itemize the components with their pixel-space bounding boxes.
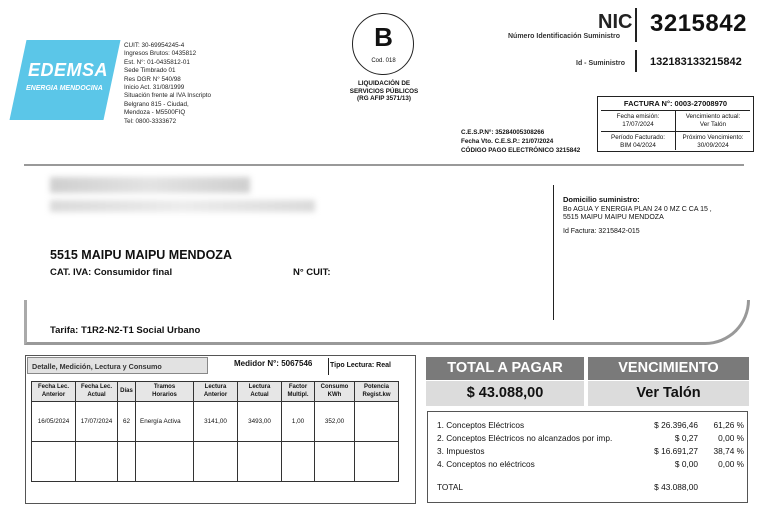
empty-cell	[32, 442, 76, 482]
issue-date-cell	[601, 113, 675, 128]
meter-number: Medidor N°: 5067546	[234, 359, 313, 368]
empty-cell	[194, 442, 238, 482]
col-header-curr-reading: Lectura Actual	[238, 382, 282, 402]
supply-address-label: Domicilio suministro:	[563, 195, 640, 204]
empty-cell	[118, 442, 136, 482]
concept-percent: 61,26 %	[713, 420, 744, 430]
current-due-value: Ver Talón	[699, 120, 727, 128]
due-date-header: VENCIMIENTO	[588, 357, 749, 380]
concept-name: 2. Conceptos Eléctricos no alcanzados por imp.	[437, 433, 613, 443]
detail-title: Detalle, Medición, Lectura y Consumo	[32, 362, 162, 371]
cesp-info	[461, 128, 580, 155]
invoice-number: FACTURA N°: 0003-27008970	[623, 99, 728, 108]
cell-prev-date: 16/05/2024	[32, 402, 76, 442]
table-row-empty	[32, 442, 399, 482]
customer-address-redacted	[50, 200, 315, 212]
nic-label: NIC	[598, 11, 633, 33]
empty-cell	[238, 442, 282, 482]
concept-name: 3. Impuestos	[437, 446, 485, 456]
col-header-prev-date: Fecha Lec. Anterior	[32, 382, 76, 402]
cesp-expiry: Fecha Vto. C.E.S.P.: 21/07/2024	[461, 138, 554, 145]
nic-sub-label: Número Identificación Suministro	[508, 33, 621, 40]
nic-number: 3215842	[650, 10, 747, 37]
col-header-power: Potencia Regist.kw	[355, 382, 399, 402]
detail-title-box	[27, 357, 208, 374]
customer-panel-curve-border	[24, 300, 750, 345]
cell-curr-date: 17/07/2024	[76, 402, 118, 442]
company-info	[124, 42, 211, 126]
total-to-pay-value: $ 43.088,00	[426, 381, 584, 406]
supply-address-line-2: 5515 MAIPU MAIPU MENDOZA	[563, 214, 664, 221]
billing-period-value: BIM 04/2024	[620, 141, 656, 149]
concepts-total-label: TOTAL	[437, 482, 463, 492]
col-header-tramos: Tramos Horarios	[136, 382, 194, 402]
table-row	[32, 402, 399, 442]
liq-line-1: LIQUIDACIÓN DE	[357, 80, 411, 87]
concept-name: 1. Conceptos Eléctricos	[437, 420, 525, 430]
concept-percent: 0,00 %	[718, 459, 744, 469]
liq-line-2: SERVICIOS PÚBLICOS	[349, 87, 419, 95]
supply-id-label: Id - Suministro	[576, 60, 625, 67]
company-est: Est. N°: 01-0435812-01	[124, 58, 190, 66]
billing-period-label: Período Facturado:	[611, 134, 665, 141]
cell-consumption: 352,00	[315, 402, 355, 442]
customer-panel-top-border	[24, 164, 744, 166]
reading-type-divider	[328, 358, 329, 375]
supply-id-divider	[635, 50, 637, 72]
customer-iva-category: CAT. IVA: Consumidor final	[50, 267, 173, 278]
customer-cuit-label: N° CUIT:	[293, 267, 331, 278]
invoice-type-letter: B	[374, 22, 393, 52]
customer-address: 5515 MAIPU MAIPU MENDOZA	[50, 248, 232, 262]
company-iva: Situación frente al IVA Inscripto	[124, 92, 212, 100]
electronic-payment-code: CÓDIGO PAGO ELECTRÓNICO 3215842	[461, 147, 581, 154]
concept-amount: $ 16.691,27	[654, 446, 698, 456]
supply-address	[563, 206, 712, 222]
cell-tramos: Energía Activa	[136, 402, 194, 442]
supply-divider	[553, 185, 554, 320]
billing-period-cell	[601, 134, 675, 149]
next-due-cell	[676, 134, 750, 149]
cesp-number: C.E.S.P.N°: 35284005308266	[461, 129, 545, 136]
empty-cell	[136, 442, 194, 482]
logo-brand: EDEMSA	[28, 60, 109, 80]
issue-date-label: Fecha emisión:	[616, 113, 660, 120]
supply-address-line-1: Bo AGUA Y ENERGIA PLAN 24 0 MZ C CA 15 ,	[563, 206, 712, 213]
customer-tariff: Tarifa: T1R2-N2-T1 Social Urbano	[50, 325, 201, 336]
total-to-pay-header: TOTAL A PAGAR	[426, 357, 584, 380]
cell-prev-reading: 3141,00	[194, 402, 238, 442]
reading-type: Tipo Lectura: Real	[330, 362, 391, 369]
logo-tagline: ENERGIA MENDOCINA	[26, 85, 103, 92]
next-due-label: Próximo Vencimiento:	[682, 134, 744, 141]
invoice-id: Id Factura: 3215842-015	[563, 228, 640, 235]
table-header-row	[32, 382, 399, 402]
concept-percent: 38,74 %	[713, 446, 744, 456]
company-res: Res DGR N° 540/98	[124, 75, 181, 83]
company-city: Mendoza - M5500FIQ	[124, 109, 186, 117]
col-header-days: Días	[118, 382, 136, 402]
nic-divider	[635, 8, 637, 42]
customer-name-redacted	[50, 177, 250, 193]
empty-cell	[315, 442, 355, 482]
company-sede: Sede Timbrado 01	[124, 67, 176, 75]
company-inicio: Inicio Act. 31/08/1999	[124, 84, 185, 92]
concepts-total-amount: $ 43.088,00	[654, 482, 698, 492]
col-header-consumption: Consumo KWh	[315, 382, 355, 402]
invoice-type-code: Cod. 018	[371, 58, 396, 64]
cell-curr-reading: 3493,00	[238, 402, 282, 442]
empty-cell	[282, 442, 315, 482]
cell-factor: 1,00	[282, 402, 315, 442]
company-phone: Tel: 0800-3333672	[124, 117, 177, 125]
col-header-curr-date: Fecha Lec. Actual	[76, 382, 118, 402]
company-address: Belgrano 815 - Ciudad,	[124, 100, 189, 108]
concept-amount: $ 26.396,46	[654, 420, 698, 430]
concept-amount: $ 0,27	[674, 433, 698, 443]
company-iibb: Ingresos Brutos: 0435812	[124, 50, 197, 58]
empty-cell	[355, 442, 399, 482]
readings-table	[31, 381, 399, 482]
supply-id-number: 132183133215842	[650, 56, 742, 68]
invoice-type-description	[342, 80, 426, 103]
company-cuit: CUIT: 30-69954245-4	[124, 42, 185, 49]
col-header-factor: Factor Multipl.	[282, 382, 315, 402]
cell-power	[355, 402, 399, 442]
liq-line-3: (RG AFIP 3571/13)	[357, 95, 411, 102]
issue-date-value: 17/07/2024	[622, 120, 654, 128]
cell-days: 62	[118, 402, 136, 442]
col-header-prev-reading: Lectura Anterior	[194, 382, 238, 402]
concept-percent: 0,00 %	[718, 433, 744, 443]
current-due-label: Vencimiento actual:	[685, 113, 741, 120]
next-due-value: 30/09/2024	[697, 141, 729, 149]
concept-amount: $ 0,00	[674, 459, 698, 469]
due-date-value: Ver Talón	[588, 381, 749, 406]
current-due-cell	[676, 113, 750, 128]
concept-name: 4. Conceptos no eléctricos	[437, 459, 535, 469]
empty-cell	[76, 442, 118, 482]
